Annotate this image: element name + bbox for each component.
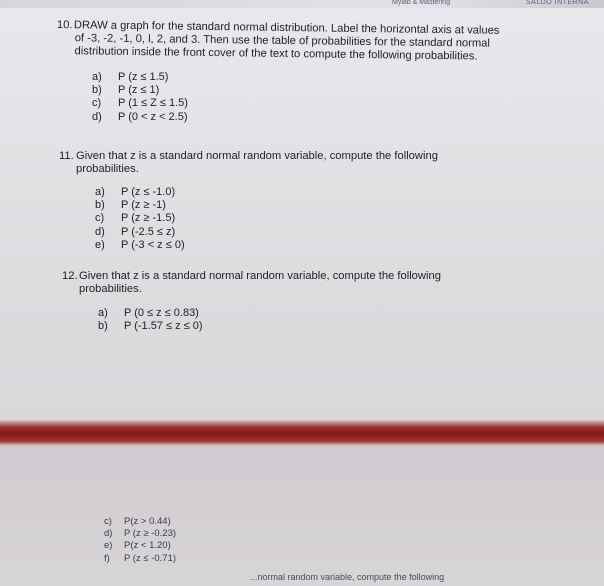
- q10-item-b-expr: P (z ≤ 1): [118, 84, 160, 97]
- header-strip: [0, 0, 604, 8]
- q11-item-b-label: b): [95, 199, 105, 212]
- lower-item-f-label: f): [104, 552, 110, 564]
- question-11-line-1: Given that z is a standard normal random variable, compute the following: [76, 150, 438, 162]
- lower-page: [0, 446, 604, 586]
- lower-item-c-label: c): [104, 516, 112, 527]
- q10-item-d-label: d): [92, 110, 102, 123]
- question-11-items: [95, 186, 185, 252]
- red-divider-band: [0, 420, 604, 446]
- q11-item-e-expr: P (-3 < z ≤ 0): [121, 238, 185, 251]
- q10-item-c-label: c): [92, 97, 102, 110]
- q11-item-e-label: e): [95, 238, 105, 251]
- q11-item-b-expr: P (z ≥ -1): [121, 199, 166, 212]
- lower-item-e-label: e): [104, 540, 113, 552]
- question-10-items: [92, 71, 188, 124]
- q11-item-c-label: c): [95, 212, 105, 225]
- q12-item-b-label: b): [98, 320, 108, 333]
- question-11-number: 11.: [59, 150, 74, 162]
- lower-items: [104, 516, 176, 565]
- question-12: [62, 270, 441, 296]
- question-10-line-2: of -3, -2, -1, 0, l, 2, and 3. Then use the table of probabilities for the standard normal: [74, 32, 491, 50]
- header-right-text: SALDO INTERNA: [526, 0, 589, 6]
- lower-item-f-expr: P (z ≤ -0.71): [124, 552, 177, 564]
- q10-item-a-expr: P (z ≤ 1.5): [118, 71, 169, 83]
- q11-item-d-expr: P (-2.5 ≤ z): [121, 225, 176, 238]
- q10-item-a-label: a): [92, 71, 102, 83]
- q10-item-b-label: b): [92, 84, 102, 97]
- upper-page: [0, 8, 604, 410]
- q11-item-d-label: d): [95, 225, 105, 238]
- lower-item-e-expr: P(z < 1.20): [124, 540, 171, 552]
- q10-item-c-expr: P (1 ≤ Z ≤ 1.5): [118, 97, 188, 110]
- question-12-number: 12.: [62, 270, 78, 282]
- question-11: [59, 150, 438, 176]
- header-left-text: Mylab & Mastering: [392, 0, 450, 6]
- lower-item-d-label: d): [104, 528, 113, 540]
- lower-footer-text: ...normal random variable, compute the following: [250, 572, 445, 582]
- question-12-items: [98, 307, 203, 333]
- question-10-line-3: distribution inside the front cover of the text to compute the following probabilities.: [74, 45, 478, 63]
- q11-item-a-expr: P (z ≤ -1.0): [121, 186, 176, 198]
- question-10: [56, 19, 499, 64]
- lower-item-c-expr: P(z > 0.44): [124, 516, 171, 527]
- question-10-number: 10.: [56, 19, 73, 32]
- question-10-line-1: DRAW a graph for the standard normal distribution. Label the horizontal axis at values: [73, 19, 500, 37]
- q12-item-b-expr: P (-1.57 ≤ z ≤ 0): [124, 320, 203, 333]
- q11-item-c-expr: P (z ≥ -1.5): [121, 212, 176, 225]
- question-11-line-2: probabilities.: [76, 163, 139, 175]
- q12-item-a-expr: P (0 ≤ z ≤ 0.83): [124, 307, 199, 319]
- q10-item-d-expr: P (0 < z < 2.5): [118, 110, 188, 123]
- q11-item-a-label: a): [95, 186, 105, 198]
- question-12-line-2: probabilities.: [79, 283, 142, 295]
- q12-item-a-label: a): [98, 307, 108, 319]
- lower-item-d-expr: P (z ≥ -0.23): [124, 528, 177, 540]
- question-12-line-1: Given that z is a standard normal random variable, compute the following: [79, 270, 441, 282]
